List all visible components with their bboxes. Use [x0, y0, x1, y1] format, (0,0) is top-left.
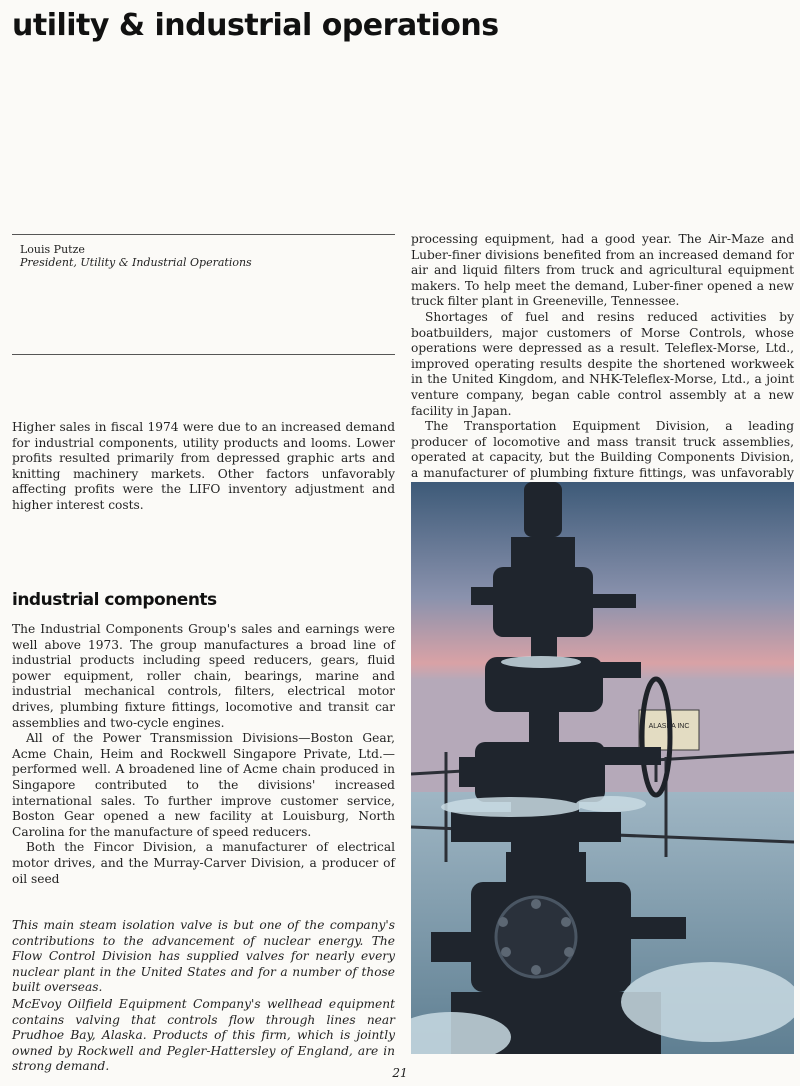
body-paragraph: Shortages of fuel and resins reduced activities by boatbuilders, major customers of Morse Controls, whose operations were depressed as a result. Teleflex-Morse, Ltd., improved operating results despite the shortened workweek in the United Kingdom, and NHK-Teleflex-Morse, Ltd., a joint venture company, began cable control assembly at a new facility in Japan. [411, 309, 794, 418]
body-paragraph: Both the Fincor Division, a manufacturer of electrical motor drives, and the Murray-Carver Division, a producer of oil seed [12, 840, 395, 886]
executive-title: President, Utility & Industrial Operations [20, 256, 252, 269]
top-rule [12, 234, 395, 235]
body-paragraph: processing equipment, had a good year. The Air-Maze and Luber-finer divisions benefited from an increased demand for air and liquid filters from truck and agricultural equipment makers. To help meet the demand, Luber-finer opened a new truck filter plant in Greeneville, Tennessee. [411, 232, 794, 309]
section-body [12, 622, 395, 887]
right-column-text [411, 232, 794, 497]
body-paragraph: The Industrial Components Group's sales and earnings were well above 1973. The group manufactures a broad line of industrial products including speed reducers, gears, fluid power equipment, roller chain, bearings, marine and industrial mechanical controls, filters, electrical motor drives, plumbing fixture fittings, locomotive and transit car assemblies and two-cycle engines. [12, 622, 395, 730]
page-number: 21 [392, 1066, 408, 1080]
intro-text [12, 420, 395, 514]
section-heading: industrial components [12, 590, 217, 610]
executive-name: Louis Putze [20, 243, 85, 256]
body-paragraph: All of the Power Transmission Divisions—Boston Gear, Acme Chain, Heim and Rockwell Singapore Private, Ltd.—performed well. A broadened line of Acme chain produced in Singapore contributed to the divisions' increased international sales. To further improve customer service, Boston Gear opened a new facility at Louisburg, North Carolina for the manufacture of speed reducers. [12, 731, 395, 839]
body-paragraph: The Transportation Equipment Division, a leading producer of locomotive and mass transit truck assemblies, operated at capacity, but the Building Components Division, a manufacturer of plumbing fixture fittings, was unfavorably [411, 419, 794, 480]
photo-caption: This main steam isolation valve is but one of the company's contributions to the advancement of nuclear energy. The Flow Control Division has supplied valves for nearly every nuclear plant in the United States and for a number of those built overseas. [12, 918, 395, 995]
wellhead-photo [411, 482, 794, 1054]
intro-paragraph: Higher sales in fiscal 1974 were due to an increased demand for industrial components, utility products and looms. Lower profits resulted primarily from depressed graphic arts and knitting machinery markets. Other factors unfavorably affecting profits were the LIFO inventory adjustment and higher interest costs. [12, 420, 395, 512]
sign-label: ALASKA INC [648, 723, 690, 730]
page-title: utility & industrial operations [12, 8, 499, 43]
photo-caption: McEvoy Oilfield Equipment Company's wellhead equipment contains valving that controls flow through lines near Prudhoe Bay, Alaska. Products of this firm, which is jointly owned by Rockwell and Pegler-Hattersley of England, are in strong demand. [12, 997, 395, 1074]
bottom-rule [12, 354, 395, 355]
